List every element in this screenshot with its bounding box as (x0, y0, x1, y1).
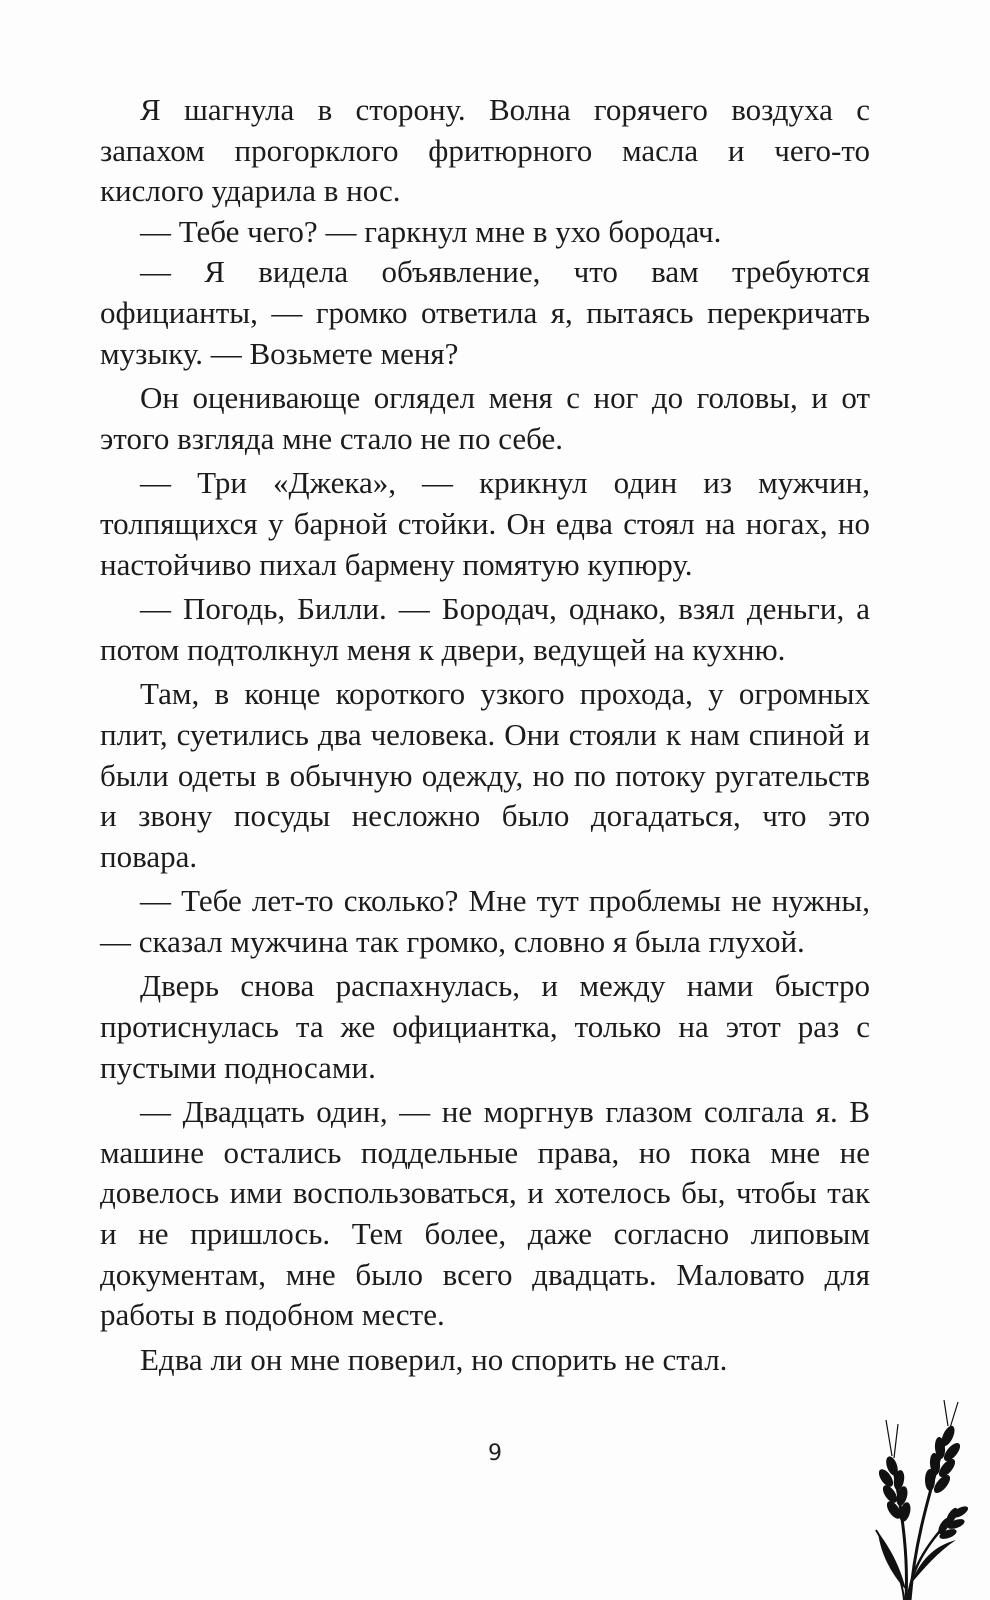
paragraph: — Двадцать один, — не моргнув глазом солгала я. В машине остались поддельные права, но пока мне не довелось ими воспользоваться, и хотелось бы, чтобы так и не пришлось. Тем более, даже согласно липовым документам, мне было всего двадцать. Маловато для работы в подобном месте. (100, 1094, 870, 1333)
paragraph: — Погодь, Билли. — Бородач, однако, взял деньги, а потом подтолкнул меня к двери, ведущей на кухню. (100, 591, 870, 667)
paragraph: Он оценивающе оглядел меня с ног до головы, и от этого взгляда мне стало не по себе. (100, 380, 870, 456)
body-text (100, 90, 870, 1380)
paragraph: Едва ли он мне поверил, но спорить не стал. (140, 1341, 728, 1377)
paragraph: — Три «Джека», — крикнул один из мужчин, толпящихся у барной стойки. Он едва стоял на ногах, но настойчиво пихал бармену помятую купюру. (100, 465, 870, 582)
paragraph: Там, в конце короткого узкого прохода, у огромных плит, суетились два человека. Они стояли к нам спиной и были одеты в обычную одежду, но по потоку ругательств и звону посуды несложно было догадаться, что это повара. (100, 676, 870, 874)
paragraph: Я шагнула в сторону. Волна горячего воздуха с запахом прогорклого фритюрного масла и чего-то кислого ударила в нос. (100, 92, 870, 209)
paragraph: Дверь снова распахнулась, и между нами быстро протиснулась та же официантка, только на этот раз с пустыми подносами. (100, 968, 870, 1085)
paragraph: — Я видела объявление, что вам требуются официанты, — громко ответила я, пытаясь перекричать музыку. — Возьмете меня? (100, 254, 870, 371)
paragraph: — Тебе лет-то сколько? Мне тут проблемы не нужны, — сказал мужчина так громко, словно я была глухой. (100, 883, 870, 959)
wheat-icon (868, 1400, 968, 1600)
page-number: 9 (488, 1441, 502, 1466)
paragraph: — Тебе чего? — гаркнул мне в ухо бородач. (140, 213, 722, 249)
